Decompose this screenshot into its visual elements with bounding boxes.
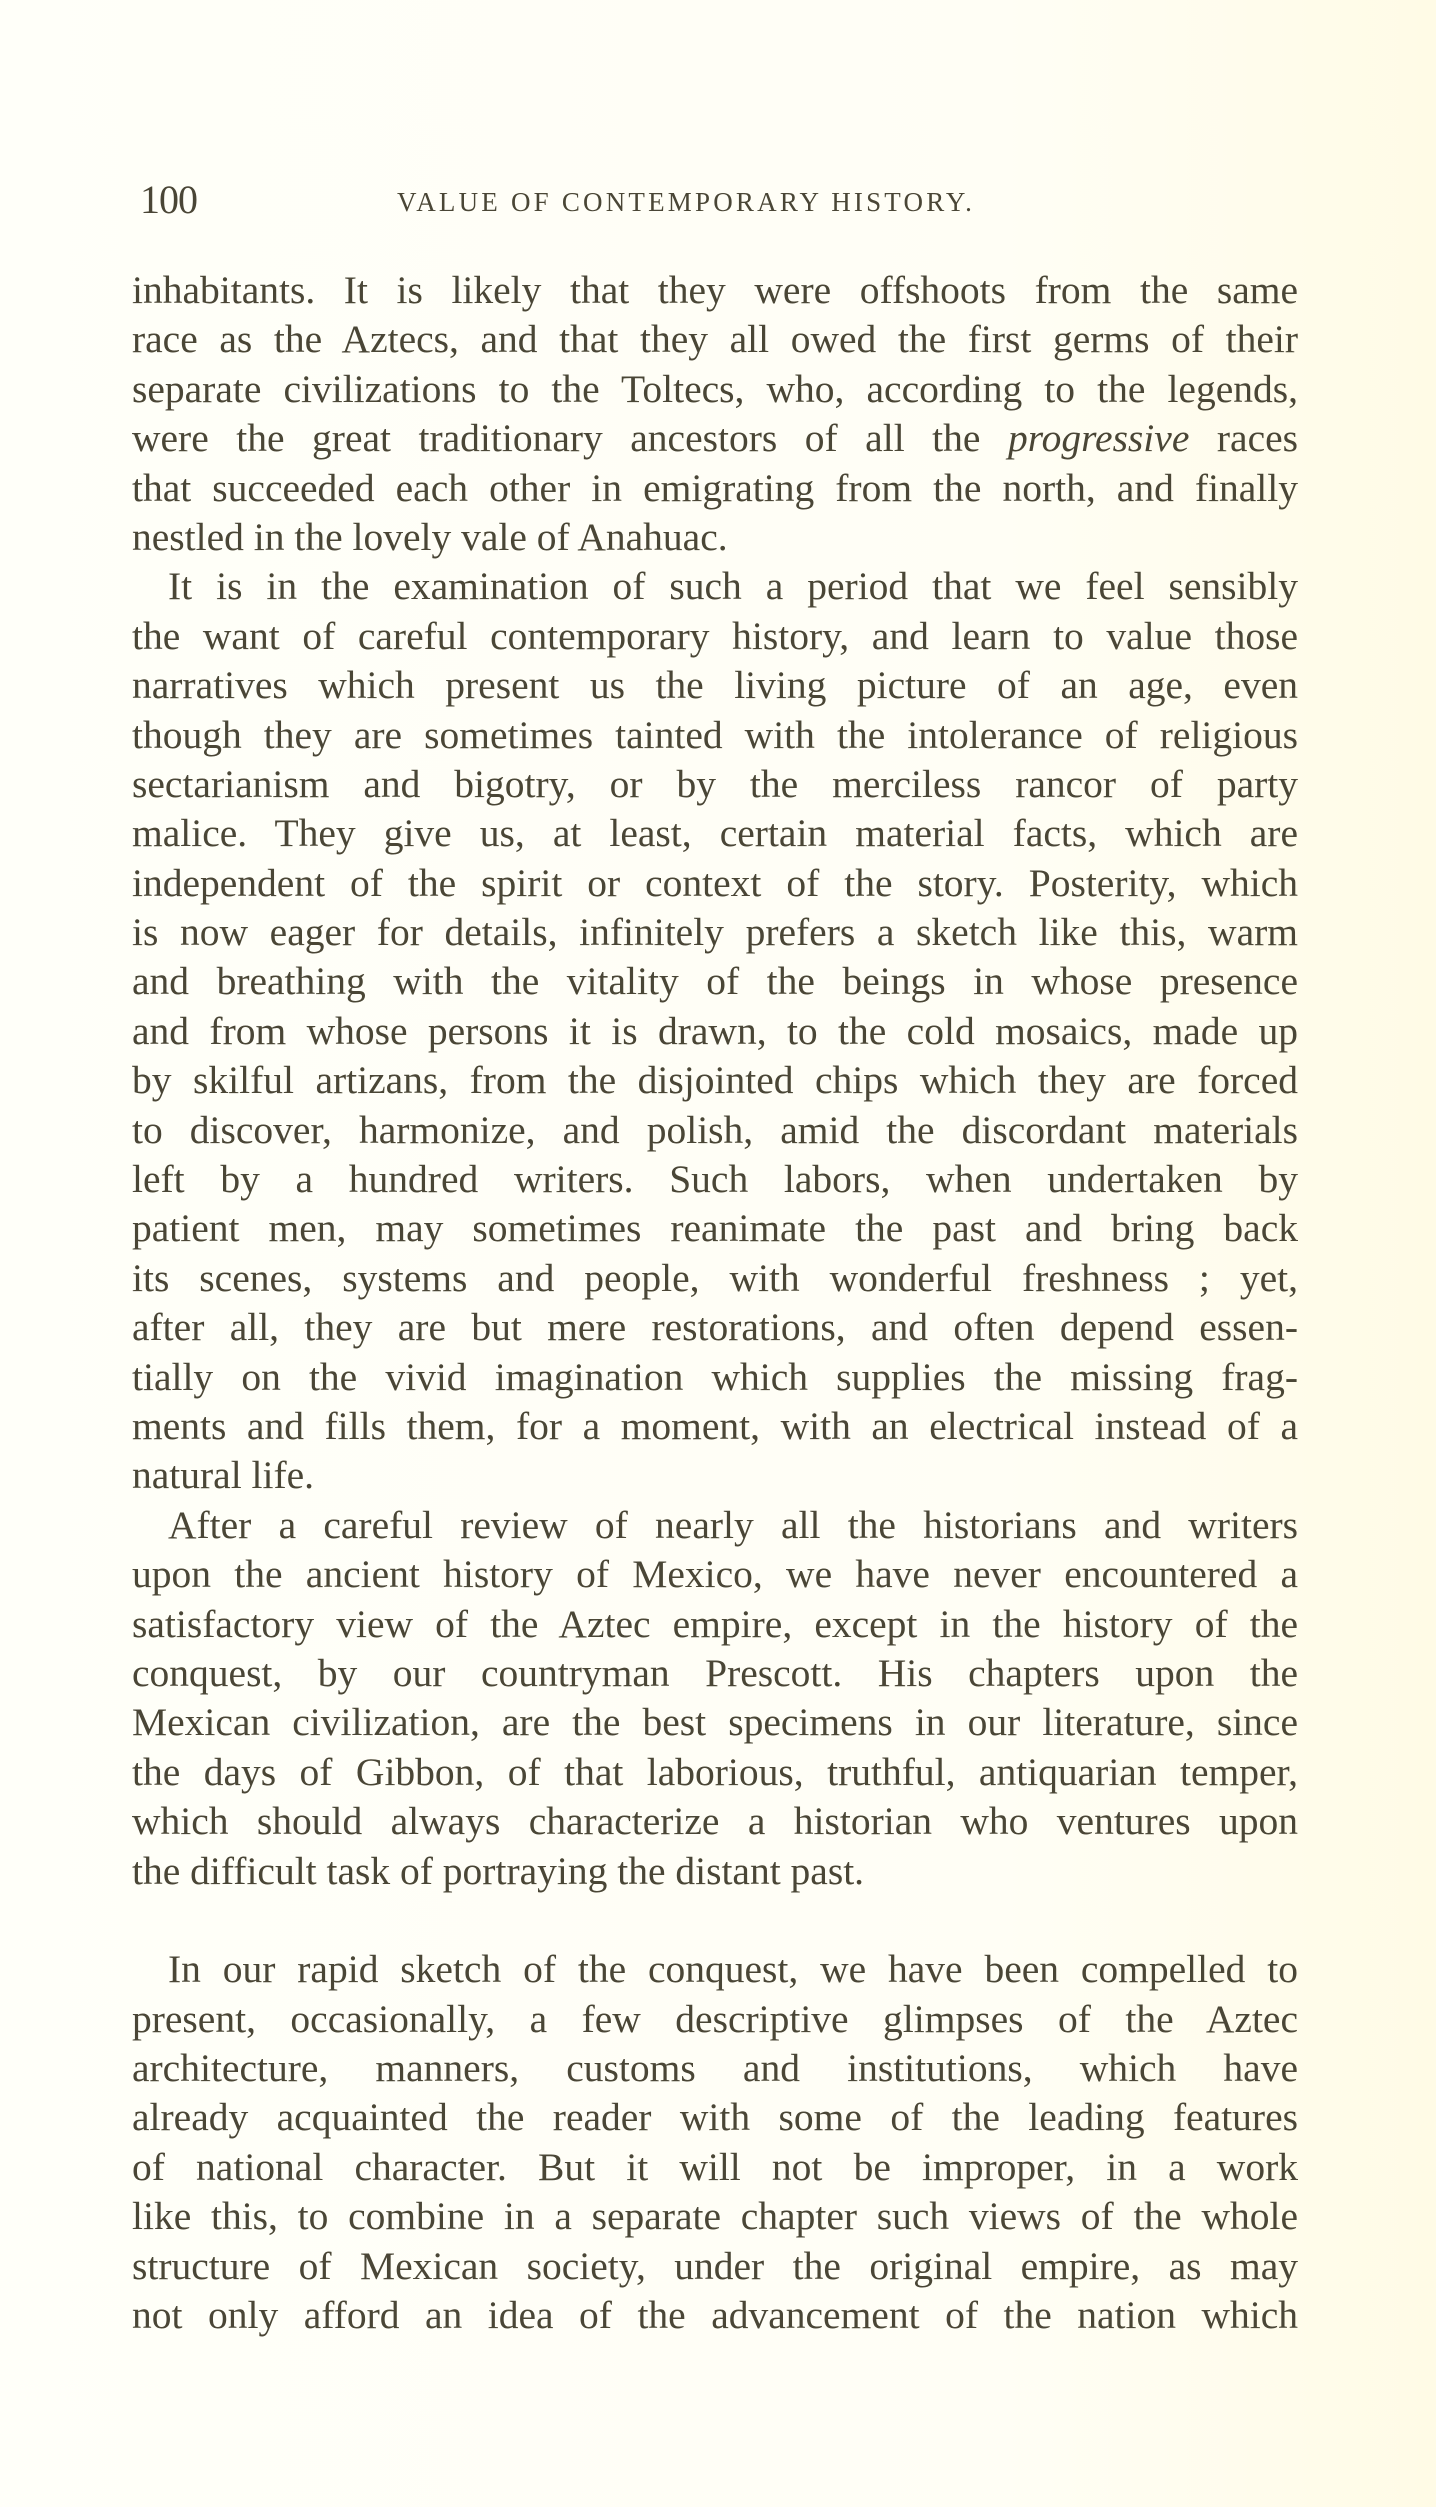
text-line: It is in the examination of such a period that we feel sensibly (168, 564, 1298, 609)
text-line: satisfactory view of the Aztec empire, except in the history of the (132, 1601, 1298, 1646)
text-line: tially on the vivid imagination which supplies the missing frag- (132, 1354, 1298, 1399)
text-line: to discover, harmonize, and polish, amid the discordant materials (132, 1107, 1298, 1152)
text-line: which should always characterize a historian who ventures upon (132, 1799, 1298, 1844)
paragraph-gap (132, 1896, 1298, 1945)
text-line: nestled in the lovely vale of Anahuac. (132, 514, 728, 559)
text-line: patient men, may sometimes reanimate the past and bring back (132, 1206, 1298, 1251)
running-title: VALUE OF CONTEMPORARY HISTORY. (397, 187, 976, 217)
body-text (132, 266, 1298, 2340)
text-line: left by a hundred writers. Such labors, when undertaken by (132, 1157, 1298, 1202)
text-line: like this, to combine in a separate chapter such views of the whole (132, 2194, 1298, 2239)
text-line: not only afford an idea of the advancement of the nation which (132, 2293, 1298, 2338)
text-line: upon the ancient history of Mexico, we have never encountered a (132, 1552, 1298, 1597)
text-line: conquest, by our countryman Prescott. His chapters upon the (132, 1650, 1298, 1695)
text-line: its scenes, systems and people, with wonderful freshness ; yet, (132, 1255, 1298, 1300)
text-line: After a careful review of nearly all the historians and writers (168, 1502, 1298, 1547)
text-line: race as the Aztecs, and that they all owed the first germs of their (132, 317, 1298, 362)
text-line: the want of careful contemporary history, and learn to value those (132, 613, 1298, 658)
text-line: natural life. (132, 1453, 315, 1498)
text-line: after all, they are but mere restorations, and often depend essen- (132, 1305, 1298, 1350)
text-line: architecture, manners, customs and institutions, which have (132, 2046, 1298, 2091)
text-line: were the great traditionary ancestors of all the progressive races (132, 416, 1298, 461)
text-line: that succeeded each other in emigrating from the north, and finally (132, 465, 1298, 510)
text-line: of national character. But it will not be improper, in a work (132, 2144, 1298, 2189)
text-line: Mexican civilization, are the best specimens in our literature, since (132, 1700, 1298, 1745)
italic-emphasis: progressive (1007, 416, 1190, 461)
text-line: and breathing with the vitality of the beings in whose presence (132, 959, 1298, 1004)
text-line: narratives which present us the living picture of an age, even (132, 663, 1298, 708)
running-head (140, 178, 1300, 222)
text-line: the days of Gibbon, of that laborious, truthful, antiquarian temper, (132, 1749, 1298, 1794)
text-line: separate civilizations to the Toltecs, who, according to the legends, (132, 366, 1298, 411)
text-line: already acquainted the reader with some of the leading features (132, 2095, 1298, 2140)
text-line: independent of the spirit or context of the story. Posterity, which (132, 860, 1298, 905)
paragraph-1 (132, 266, 1298, 562)
text-line: malice. They give us, at least, certain material facts, which are (132, 811, 1298, 856)
text-line: and from whose persons it is drawn, to the cold mosaics, made up (132, 1008, 1298, 1053)
paragraph-3 (132, 1501, 1298, 1896)
text-line: the difficult task of portraying the distant past. (132, 1848, 865, 1893)
paragraph-2 (132, 562, 1298, 1500)
text-line: In our rapid sketch of the conquest, we have been compelled to (168, 1947, 1298, 1992)
text-line: ments and fills them, for a moment, with an electrical instead of a (132, 1403, 1298, 1448)
paragraph-4 (132, 1945, 1298, 2340)
text-line: present, occasionally, a few descriptive glimpses of the Aztec (132, 1996, 1298, 2041)
text-line: inhabitants. It is likely that they were offshoots from the same (132, 268, 1298, 312)
text-line: sectarianism and bigotry, or by the merciless rancor of party (132, 761, 1298, 806)
text-line: though they are sometimes tainted with the intolerance of religious (132, 712, 1298, 757)
text-line: is now eager for details, infinitely prefers a sketch like this, warm (132, 910, 1298, 955)
page-number: 100 (140, 177, 197, 222)
text-line: by skilful artizans, from the disjointed chips which they are forced (132, 1058, 1298, 1103)
text-line: structure of Mexican society, under the original empire, as may (132, 2243, 1298, 2288)
